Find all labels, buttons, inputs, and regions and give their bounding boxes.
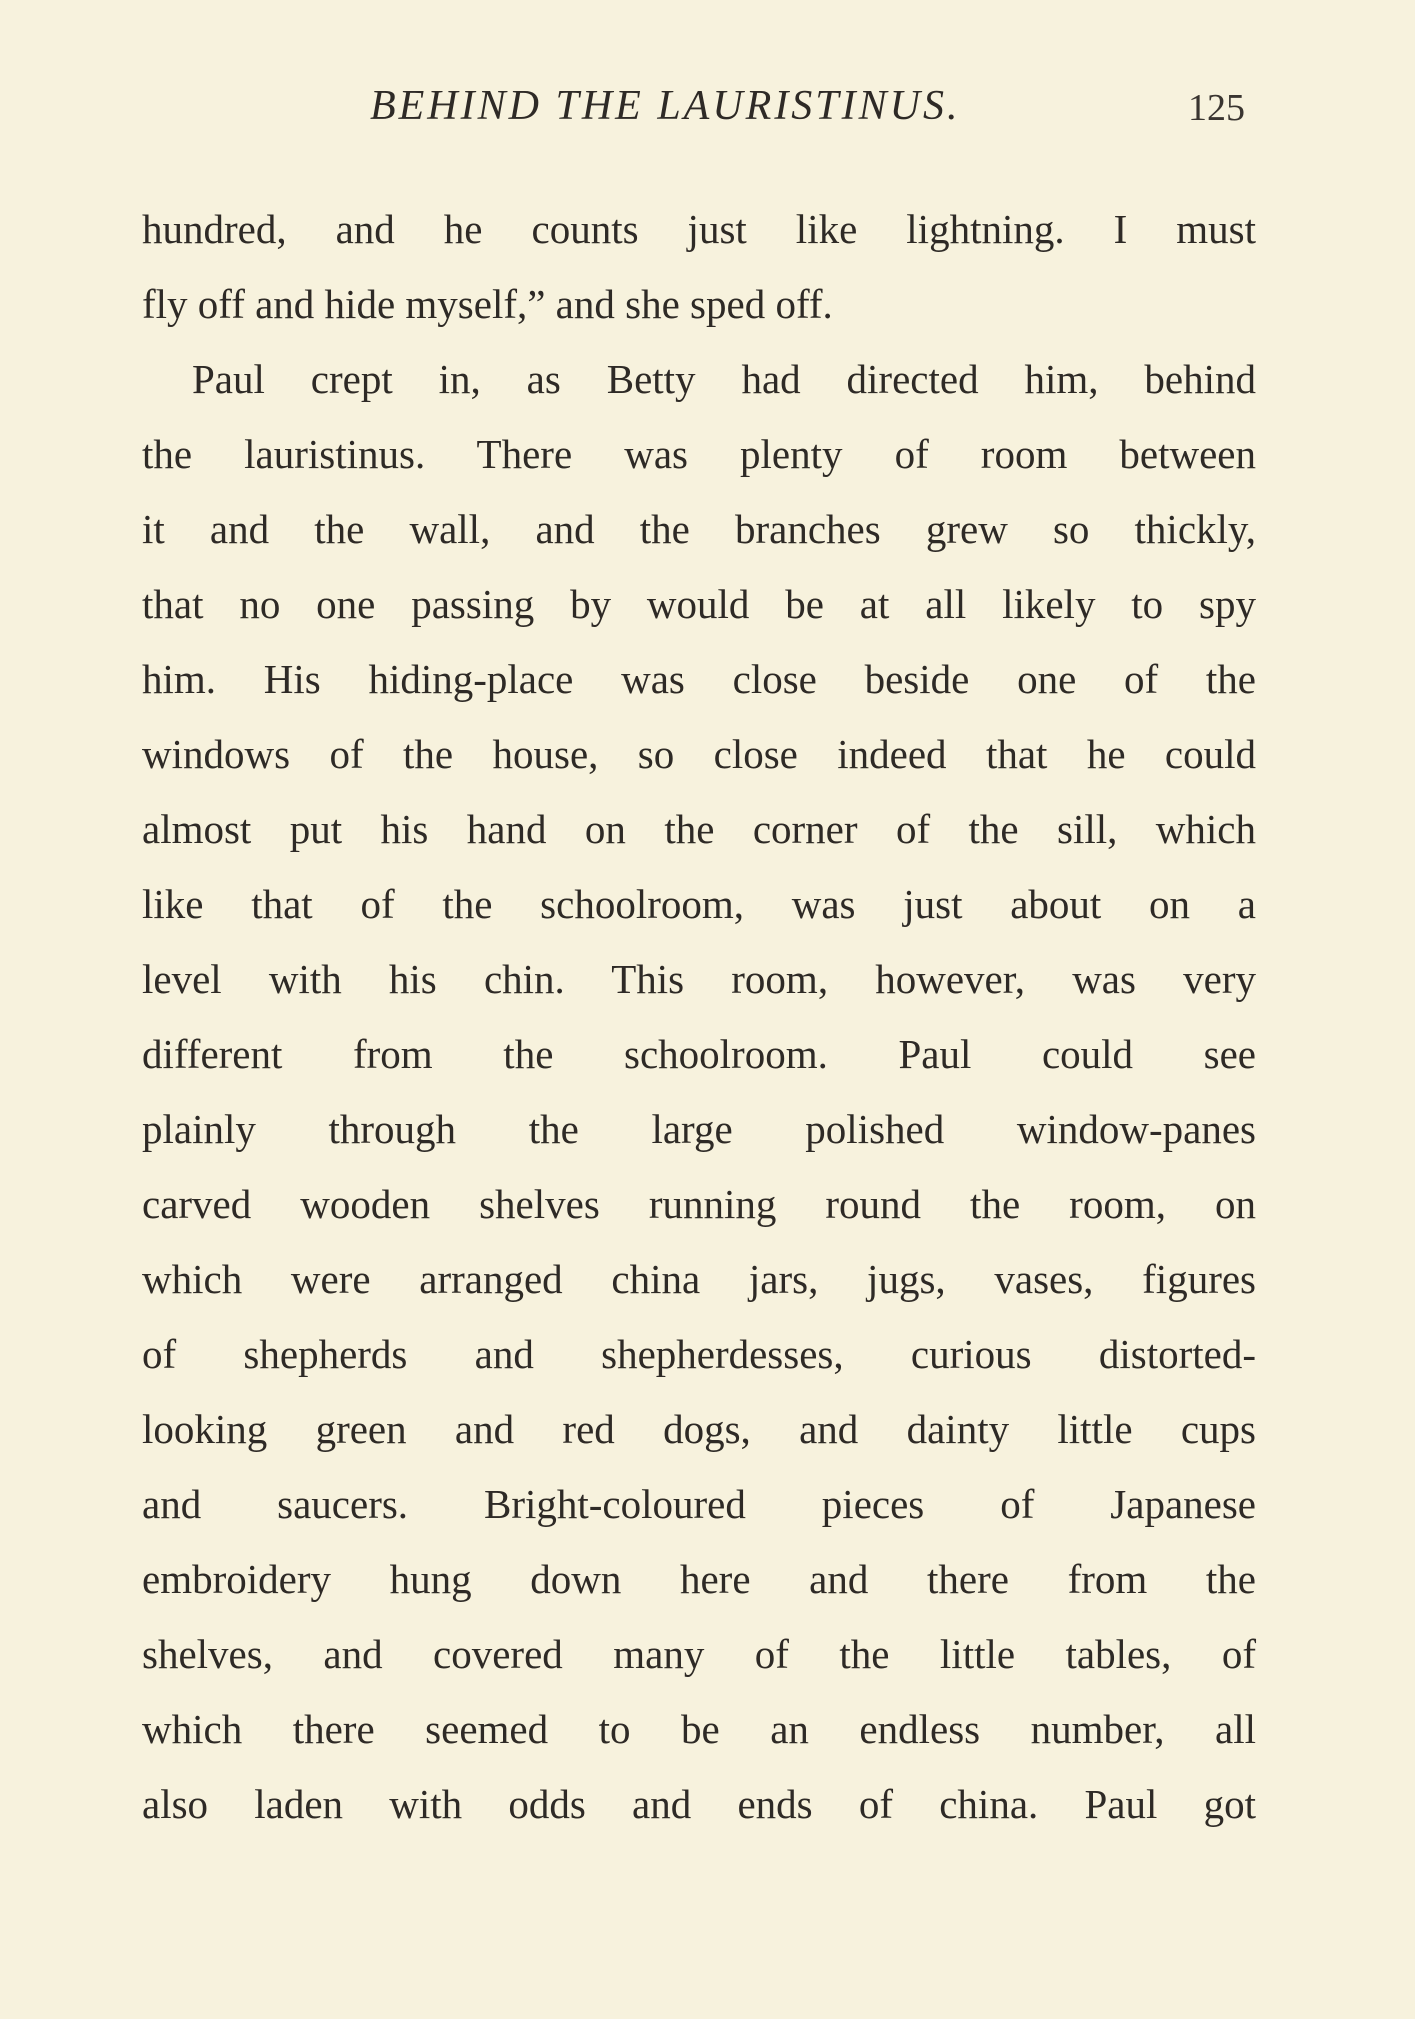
text-line: and saucers. Bright-coloured pieces of Japanese (142, 1481, 1256, 1527)
text-line: of shepherds and shepherdesses, curious distorted- (142, 1331, 1256, 1377)
text-line: like that of the schoolroom, was just about on a (142, 881, 1256, 927)
text-line: level with his chin. This room, however, was very (142, 956, 1256, 1002)
text-line: the lauristinus. There was plenty of room between (142, 431, 1256, 477)
text-line: him. His hiding-place was close beside one of the (142, 656, 1256, 702)
text-line: different from the schoolroom. Paul could see (142, 1031, 1256, 1077)
text-line: shelves, and covered many of the little tables, of (142, 1631, 1256, 1677)
text-line: carved wooden shelves running round the room, on (142, 1181, 1256, 1227)
text-line: Paul crept in, as Betty had directed him, behind (192, 356, 1256, 402)
running-head (0, 82, 1415, 142)
page-number: 125 (1188, 87, 1245, 129)
text-line: embroidery hung down here and there from the (142, 1556, 1256, 1602)
text-line: which there seemed to be an endless number, all (142, 1706, 1256, 1752)
text-line: which were arranged china jars, jugs, vases, figures (142, 1256, 1256, 1302)
text-line: windows of the house, so close indeed that he could (142, 731, 1256, 777)
text-line: fly off and hide myself,” and she sped off. (142, 281, 833, 327)
text-line: almost put his hand on the corner of the sill, which (142, 806, 1256, 852)
body-text (142, 192, 1256, 1842)
text-line: also laden with odds and ends of china. Paul got (142, 1781, 1256, 1827)
running-title: BEHIND THE LAURISTINUS. (370, 83, 961, 129)
text-line: plainly through the large polished window-panes (142, 1106, 1256, 1152)
text-line: hundred, and he counts just like lightning. I must (142, 206, 1256, 252)
text-line: that no one passing by would be at all likely to spy (142, 581, 1256, 627)
text-line: it and the wall, and the branches grew so thickly, (142, 506, 1256, 552)
text-line: looking green and red dogs, and dainty little cups (142, 1406, 1256, 1452)
